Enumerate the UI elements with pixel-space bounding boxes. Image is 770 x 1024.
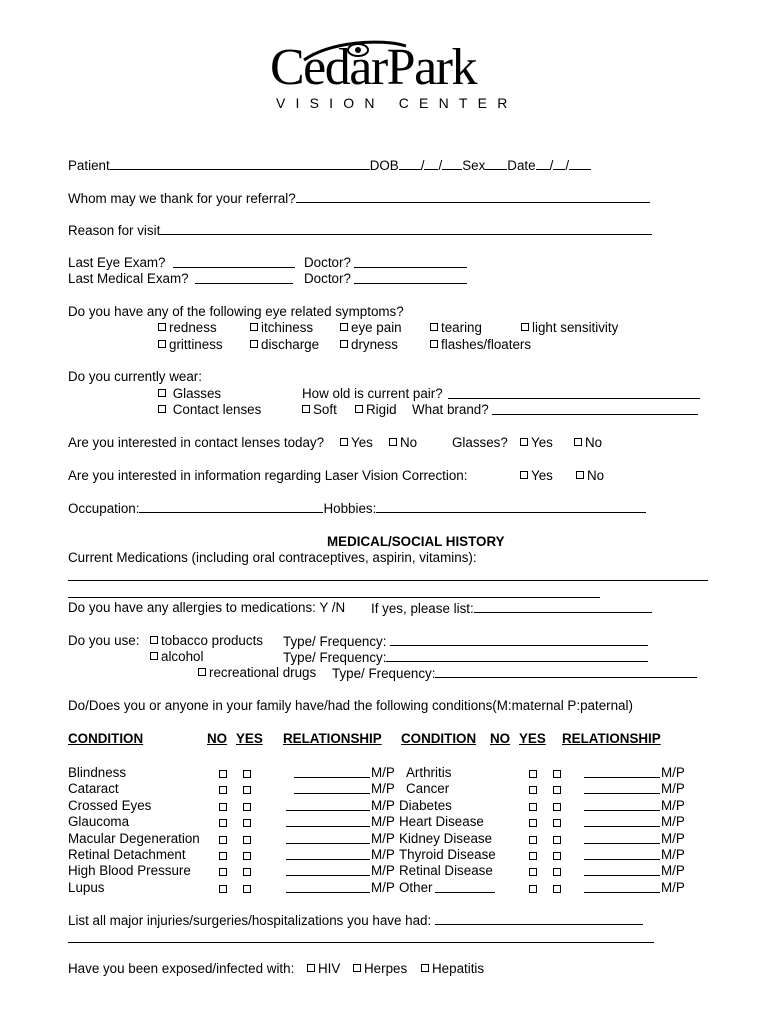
condition-label: Crossed Eyes bbox=[68, 798, 152, 813]
symptom-option[interactable] bbox=[158, 337, 223, 353]
type-frequency-label: Type/ Frequency: bbox=[283, 650, 387, 665]
condition-label: Arthritis bbox=[406, 765, 452, 780]
mp-label: M/P bbox=[661, 831, 685, 846]
no-checkbox[interactable] bbox=[529, 786, 537, 794]
glasses-no-option[interactable] bbox=[574, 435, 602, 451]
herpes-option[interactable] bbox=[353, 961, 407, 977]
no-checkbox[interactable] bbox=[219, 885, 227, 893]
no-header: NO bbox=[207, 731, 228, 746]
condition-label: High Blood Pressure bbox=[68, 863, 191, 878]
rigid-option[interactable] bbox=[355, 402, 397, 418]
checkbox[interactable] bbox=[158, 389, 166, 397]
eye-doctor-field[interactable] bbox=[354, 255, 467, 268]
checkbox[interactable] bbox=[340, 438, 348, 446]
no-checkbox[interactable] bbox=[529, 803, 537, 811]
mp-label: M/P bbox=[371, 814, 395, 829]
drugs-label: recreational drugs bbox=[209, 665, 317, 680]
occupation-field[interactable] bbox=[139, 500, 323, 513]
yes-label: Yes bbox=[531, 435, 553, 450]
relationship-field[interactable] bbox=[294, 781, 370, 794]
contacts-no-option[interactable] bbox=[389, 435, 417, 451]
yes-label: Yes bbox=[531, 468, 553, 483]
relationship-field[interactable] bbox=[584, 863, 660, 876]
yes-checkbox[interactable] bbox=[553, 803, 561, 811]
how-old-field[interactable] bbox=[448, 386, 700, 399]
checkbox[interactable] bbox=[421, 964, 429, 972]
symptom-label: dryness bbox=[351, 337, 398, 352]
mp-label: M/P bbox=[661, 814, 685, 829]
logo-tagline: VISION CENTER bbox=[276, 95, 518, 111]
mp-label: M/P bbox=[661, 880, 685, 895]
condition-label: Glaucoma bbox=[68, 814, 130, 829]
mp-label: M/P bbox=[661, 781, 685, 796]
sex-field[interactable] bbox=[485, 157, 507, 170]
reason-field[interactable] bbox=[160, 222, 652, 235]
dob-month-field[interactable] bbox=[399, 157, 421, 170]
yes-checkbox[interactable] bbox=[553, 786, 561, 794]
date-label: Date bbox=[507, 158, 536, 173]
sex-label: Sex bbox=[462, 158, 486, 173]
allergies-list-field[interactable] bbox=[474, 600, 652, 613]
yes-checkbox[interactable] bbox=[553, 770, 561, 778]
checkbox[interactable] bbox=[574, 438, 582, 446]
yes-checkbox[interactable] bbox=[243, 770, 251, 778]
allergies-list-line bbox=[371, 600, 652, 617]
checkbox[interactable] bbox=[340, 340, 348, 348]
yes-checkbox[interactable] bbox=[243, 836, 251, 844]
glasses-yes-option[interactable] bbox=[520, 435, 553, 451]
no-label: No bbox=[585, 435, 603, 450]
referral-field[interactable] bbox=[296, 190, 650, 203]
date-day-field[interactable] bbox=[553, 157, 565, 170]
symptom-label: eye pain bbox=[351, 320, 402, 335]
dob-slash: / bbox=[420, 158, 425, 173]
medications-field-2[interactable] bbox=[68, 597, 600, 598]
symptom-option[interactable] bbox=[250, 320, 313, 336]
soft-option[interactable] bbox=[302, 402, 337, 418]
condition-label: Cataract bbox=[68, 781, 119, 796]
relationship-header: RELATIONSHIP bbox=[283, 731, 382, 746]
yes-checkbox[interactable] bbox=[243, 786, 251, 794]
no-checkbox[interactable] bbox=[219, 786, 227, 794]
yes-header: YES bbox=[236, 731, 263, 746]
symptom-option[interactable] bbox=[340, 320, 402, 336]
contacts-label: Contact lenses bbox=[172, 402, 262, 417]
no-checkbox[interactable] bbox=[529, 868, 537, 876]
relationship-field[interactable] bbox=[584, 814, 660, 827]
how-old-label: How old is current pair? bbox=[302, 386, 443, 401]
checkbox[interactable] bbox=[520, 438, 528, 446]
relationship-field[interactable] bbox=[286, 863, 370, 876]
hiv-label: HIV bbox=[318, 961, 341, 976]
mp-label: M/P bbox=[371, 863, 395, 878]
use-question: Do you use: bbox=[68, 633, 140, 648]
dob-year-field[interactable] bbox=[442, 157, 462, 170]
hepatitis-option[interactable] bbox=[421, 961, 484, 977]
symptom-label: itchiness bbox=[261, 320, 314, 335]
if-yes-label: If yes, please list: bbox=[371, 601, 474, 616]
relationship-field[interactable] bbox=[584, 765, 660, 778]
occupation-label: Occupation: bbox=[68, 501, 140, 516]
mp-label: M/P bbox=[661, 847, 685, 862]
checkbox[interactable] bbox=[198, 668, 206, 676]
condition-label: Cancer bbox=[406, 781, 450, 796]
symptom-label: tearing bbox=[441, 320, 482, 335]
symptom-option[interactable] bbox=[521, 320, 618, 336]
date-month-field[interactable] bbox=[536, 157, 550, 170]
other-condition-field[interactable] bbox=[435, 880, 495, 893]
relationship-field[interactable] bbox=[286, 798, 370, 811]
hobbies-field[interactable] bbox=[376, 500, 646, 513]
condition-label: Other bbox=[399, 880, 433, 895]
symptom-label: flashes/floaters bbox=[441, 337, 532, 352]
laser-yes-option[interactable] bbox=[520, 468, 553, 484]
relationship-field[interactable] bbox=[584, 798, 660, 811]
yes-label: Yes bbox=[351, 435, 373, 450]
patient-label: Patient bbox=[68, 158, 110, 173]
checkbox[interactable] bbox=[430, 340, 438, 348]
no-checkbox[interactable] bbox=[219, 819, 227, 827]
relationship-field[interactable] bbox=[584, 781, 660, 794]
relationship-field[interactable] bbox=[584, 831, 660, 844]
checkbox[interactable] bbox=[389, 438, 397, 446]
alcohol-freq-line bbox=[283, 649, 648, 666]
wear-question: Do you currently wear: bbox=[68, 369, 202, 384]
checkbox[interactable] bbox=[355, 405, 363, 413]
drugs-freq-line bbox=[332, 665, 697, 682]
patient-line bbox=[68, 157, 591, 174]
relationship-field[interactable] bbox=[294, 765, 370, 778]
mp-label: M/P bbox=[661, 765, 685, 780]
symptom-option[interactable] bbox=[340, 337, 398, 353]
patient-field[interactable] bbox=[110, 157, 370, 170]
medications-label: Current Medications (including oral contraceptives, aspirin, vitamins): bbox=[68, 550, 477, 565]
last-eye-exam-label: Last Eye Exam? bbox=[68, 255, 166, 270]
mp-label: M/P bbox=[371, 765, 395, 780]
date-year-field[interactable] bbox=[569, 157, 591, 170]
injuries-field-2[interactable] bbox=[68, 942, 654, 943]
type-frequency-label: Type/ Frequency: bbox=[283, 634, 387, 649]
contacts-yes-option[interactable] bbox=[340, 435, 373, 451]
mp-label: M/P bbox=[661, 798, 685, 813]
no-checkbox[interactable] bbox=[529, 770, 537, 778]
hiv-option[interactable] bbox=[307, 961, 340, 977]
symptom-option[interactable] bbox=[430, 320, 482, 336]
checkbox[interactable] bbox=[353, 964, 361, 972]
checkbox[interactable] bbox=[307, 964, 315, 972]
medical-doctor-label: Doctor? bbox=[304, 271, 351, 286]
yes-header: YES bbox=[519, 731, 546, 746]
yes-checkbox[interactable] bbox=[243, 819, 251, 827]
yes-checkbox[interactable] bbox=[243, 868, 251, 876]
symptom-option[interactable] bbox=[250, 337, 319, 353]
laser-no-option[interactable] bbox=[576, 468, 604, 484]
yes-checkbox[interactable] bbox=[243, 885, 251, 893]
hepatitis-label: Hepatitis bbox=[432, 961, 485, 976]
no-checkbox[interactable] bbox=[219, 836, 227, 844]
alcohol-option[interactable] bbox=[150, 649, 203, 665]
no-checkbox[interactable] bbox=[219, 868, 227, 876]
checkbox[interactable] bbox=[158, 405, 166, 413]
checkbox[interactable] bbox=[302, 405, 310, 413]
eye-doctor-label: Doctor? bbox=[304, 255, 351, 270]
condition-label: Lupus bbox=[68, 880, 105, 895]
symptom-label: grittiness bbox=[169, 337, 223, 352]
condition-label: Blindness bbox=[68, 765, 127, 780]
hobbies-label: Hobbies: bbox=[323, 501, 377, 516]
contacts-option[interactable] bbox=[158, 402, 261, 418]
soft-label: Soft bbox=[313, 402, 337, 417]
checkbox[interactable] bbox=[150, 652, 158, 660]
glasses-label: Glasses bbox=[172, 386, 222, 401]
glasses-option[interactable] bbox=[158, 386, 221, 402]
yes-checkbox[interactable] bbox=[243, 852, 251, 860]
symptoms-question: Do you have any of the following eye related symptoms? bbox=[68, 304, 404, 319]
type-frequency-label: Type/ Frequency: bbox=[332, 666, 436, 681]
drugs-option[interactable] bbox=[198, 665, 316, 681]
alcohol-label: alcohol bbox=[161, 649, 204, 664]
last-eye-exam-field[interactable] bbox=[173, 255, 295, 268]
dob-slash: / bbox=[438, 158, 443, 173]
reason-line bbox=[68, 222, 652, 239]
injuries-field[interactable] bbox=[435, 912, 643, 925]
checkbox[interactable] bbox=[340, 323, 348, 331]
yes-checkbox[interactable] bbox=[243, 803, 251, 811]
tobacco-freq-line bbox=[283, 633, 648, 650]
symptom-option[interactable] bbox=[158, 320, 217, 336]
reason-label: Reason for visit bbox=[68, 223, 161, 238]
family-history-question: Do/Does you or anyone in your family have/had the following conditions(M:maternal P:paternal) bbox=[68, 698, 633, 713]
herpes-label: Herpes bbox=[364, 961, 408, 976]
checkbox[interactable] bbox=[430, 323, 438, 331]
checkbox[interactable] bbox=[250, 340, 258, 348]
no-checkbox[interactable] bbox=[529, 852, 537, 860]
relationship-field[interactable] bbox=[286, 814, 370, 827]
mp-label: M/P bbox=[371, 847, 395, 862]
date-slash: / bbox=[549, 158, 554, 173]
occupation-line bbox=[68, 500, 646, 517]
yes-checkbox[interactable] bbox=[553, 836, 561, 844]
relationship-field[interactable] bbox=[286, 847, 370, 860]
condition-label: Thyroid Disease bbox=[399, 847, 496, 862]
checkbox[interactable] bbox=[520, 471, 528, 479]
date-slash: / bbox=[565, 158, 570, 173]
condition-label: Diabetes bbox=[399, 798, 452, 813]
condition-header: CONDITION bbox=[68, 731, 144, 746]
yes-checkbox[interactable] bbox=[553, 868, 561, 876]
tobacco-label: tobacco products bbox=[161, 633, 263, 648]
mp-label: M/P bbox=[371, 831, 395, 846]
no-label: No bbox=[400, 435, 418, 450]
relationship-header: RELATIONSHIP bbox=[562, 731, 661, 746]
yes-checkbox[interactable] bbox=[553, 819, 561, 827]
history-heading: MEDICAL/SOCIAL HISTORY bbox=[327, 534, 505, 549]
no-checkbox[interactable] bbox=[219, 803, 227, 811]
injuries-label: List all major injuries/surgeries/hospitalizations you have had: bbox=[68, 913, 432, 928]
no-header: NO bbox=[490, 731, 511, 746]
checkbox[interactable] bbox=[250, 323, 258, 331]
symptom-label: discharge bbox=[261, 337, 320, 352]
mp-label: M/P bbox=[371, 880, 395, 895]
last-medical-exam-label: Last Medical Exam? bbox=[68, 271, 189, 286]
checkbox[interactable] bbox=[521, 323, 529, 331]
symptom-label: light sensitivity bbox=[532, 320, 619, 335]
laser-question: Are you interested in information regarding Laser Vision Correction: bbox=[68, 468, 468, 483]
condition-label: Heart Disease bbox=[399, 814, 484, 829]
brand-field[interactable] bbox=[492, 402, 698, 415]
mp-label: M/P bbox=[371, 798, 395, 813]
contacts-interest-question: Are you interested in contact lenses today? bbox=[68, 435, 325, 450]
drugs-freq-field[interactable] bbox=[435, 665, 697, 678]
dob-label: DOB bbox=[369, 158, 399, 173]
yes-checkbox[interactable] bbox=[553, 885, 561, 893]
no-checkbox[interactable] bbox=[529, 885, 537, 893]
rigid-label: Rigid bbox=[366, 402, 397, 417]
no-label: No bbox=[587, 468, 605, 483]
no-checkbox[interactable] bbox=[219, 770, 227, 778]
checkbox[interactable] bbox=[158, 323, 166, 331]
condition-label: Retinal Detachment bbox=[68, 847, 186, 862]
alcohol-freq-field[interactable] bbox=[386, 649, 648, 662]
medical-doctor-field[interactable] bbox=[354, 271, 467, 284]
symptom-label: redness bbox=[169, 320, 217, 335]
glasses-question: Glasses? bbox=[452, 435, 508, 450]
no-checkbox[interactable] bbox=[529, 836, 537, 844]
logo-wordmark: CedarPark bbox=[270, 39, 476, 96]
checkbox[interactable] bbox=[576, 471, 584, 479]
condition-label: Kidney Disease bbox=[399, 831, 493, 846]
medications-field-1[interactable] bbox=[68, 580, 708, 581]
tobacco-option[interactable] bbox=[150, 633, 263, 649]
tobacco-freq-field[interactable] bbox=[390, 633, 648, 646]
mp-label: M/P bbox=[371, 781, 395, 796]
allergies-label: Do you have any allergies to medications: Y /N bbox=[68, 600, 346, 615]
no-checkbox[interactable] bbox=[219, 852, 227, 860]
relationship-field[interactable] bbox=[584, 847, 660, 860]
relationship-field[interactable] bbox=[584, 880, 660, 893]
condition-header: CONDITION bbox=[401, 731, 477, 746]
condition-label: Macular Degeneration bbox=[68, 831, 200, 846]
dob-day-field[interactable] bbox=[424, 157, 438, 170]
checkbox[interactable] bbox=[158, 340, 166, 348]
relationship-field[interactable] bbox=[286, 831, 370, 844]
yes-checkbox[interactable] bbox=[553, 852, 561, 860]
exposed-question: Have you been exposed/infected with: bbox=[68, 961, 295, 976]
no-checkbox[interactable] bbox=[529, 819, 537, 827]
referral-line bbox=[68, 190, 650, 207]
relationship-field[interactable] bbox=[286, 880, 370, 893]
mp-label: M/P bbox=[661, 863, 685, 878]
referral-label: Whom may we thank for your referral? bbox=[68, 191, 296, 206]
brand-label: What brand? bbox=[412, 402, 489, 417]
last-medical-exam-field[interactable] bbox=[195, 271, 293, 284]
symptom-option[interactable] bbox=[430, 337, 531, 353]
checkbox[interactable] bbox=[150, 636, 158, 644]
condition-label: Retinal Disease bbox=[399, 863, 493, 878]
injuries-line bbox=[68, 912, 643, 929]
